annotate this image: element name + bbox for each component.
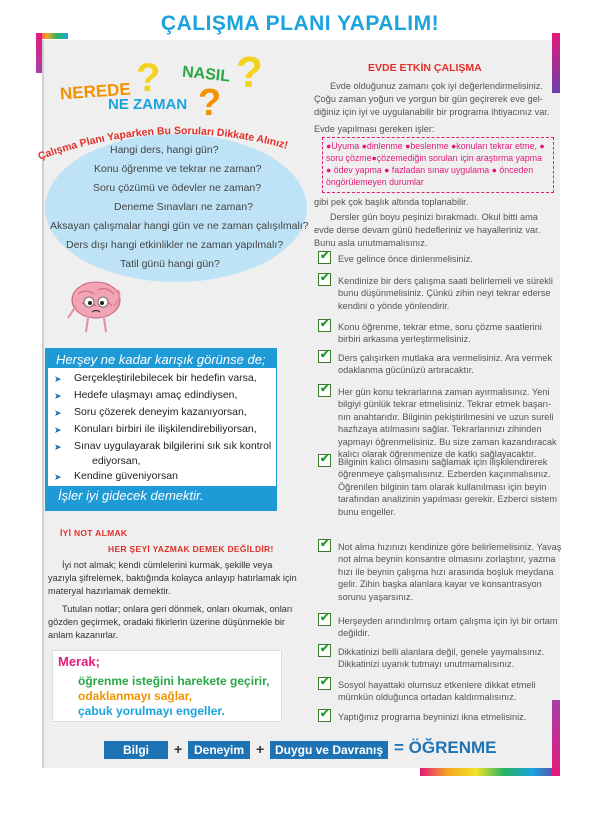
checkmark-icon: ✔	[320, 643, 330, 655]
rainbow-stripe	[552, 700, 560, 776]
checklist-line: Her gün konu tekrarlarına zaman ayırmalısınız. Yeni	[338, 387, 550, 397]
checklist-line: öğrenmeye çalışmalısınız. Ezberden kaçınmalısınız.	[338, 469, 551, 480]
list-item: ediyorsan,	[92, 455, 141, 467]
ne-zaman-word: NE ZAMAN	[108, 96, 188, 113]
checklist-line: odaklanma gücünüzü artıracaktır.	[338, 365, 474, 376]
checkbox-icon	[318, 539, 331, 552]
todo-after: gibi pek çok başlık altında toplanabilir.	[314, 197, 469, 207]
question-item: Konu öğrenme ve tekrar ne zaman?	[94, 163, 262, 175]
checklist-line: kendini o yönde yönlendirir.	[338, 300, 450, 311]
checklist-line: mümkün olduğunca ortadan kaldırmalısınız.	[338, 692, 517, 703]
checkmark-icon: ✔	[320, 538, 330, 550]
checkmark-icon: ✔	[320, 250, 330, 262]
checklist-line: Yaptığınız programa beyninizi ikna etmelisiniz.	[338, 712, 527, 722]
note-subheading: HER ŞEYİ YAZMAK DEMEK DEĞİLDİR!	[108, 544, 274, 554]
checkmark-icon: ✔	[320, 708, 330, 720]
question-item: Soru çözümü ve ödevler ne zaman?	[93, 182, 262, 194]
question-item: Tatil günü hangi gün?	[120, 258, 220, 270]
checkbox-icon	[318, 454, 331, 467]
checkbox-icon	[318, 677, 331, 690]
checklist-line: Eve gelince önce dinlenmelisiniz.	[338, 254, 473, 264]
plus-sign: +	[174, 741, 183, 757]
right-heading: EVDE ETKİN ÇALIŞMA	[368, 62, 482, 74]
checklist-line: Konu öğrenme, tekrar etme, soru çözme saatlerini	[338, 322, 542, 332]
checklist-line: gelir. Zihin başka alanlara kayar ve konsantrasyon	[338, 579, 542, 590]
motivation-title: Herşey ne kadar karışık görünse de;	[56, 352, 266, 367]
question-mark-icon: ?	[236, 48, 263, 97]
question-mark-icon: ?	[198, 82, 222, 124]
checkmark-icon: ✔	[320, 676, 330, 688]
formula-deneyim: Deneyim	[188, 741, 250, 759]
plus-sign: +	[256, 741, 265, 757]
checklist-line: değildir.	[338, 628, 370, 639]
checkmark-icon: ✔	[320, 349, 330, 361]
list-item: Gerçekleştirilebilecek bir hedefin varsa,	[74, 372, 257, 384]
checklist-line: Dikkatinizi belli alanlara değil, genele yaymalısınız.	[338, 647, 545, 657]
checklist-line: birbiri arkasına yerleştirmelisiniz.	[338, 334, 471, 345]
formula-result: = ÖĞRENME	[394, 738, 497, 757]
arrow-icon: ➤	[54, 374, 62, 384]
checklist-line: sorunu yaşarsınız.	[338, 591, 414, 602]
checklist-line: Not alma hızınızı kendinize göre belirlemelisiniz. Yavaş	[338, 542, 562, 552]
checklist-line: Öğrenilen bilginin tam olarak kullanılması için beyin	[338, 481, 547, 492]
rainbow-stripe	[552, 33, 560, 93]
checklist-line: Ders çalışırken mutlaka ara vermelisiniz. Ara vermek	[338, 353, 552, 363]
list-item: Konuları birbiri ile ilişkilendirebiliyorsan,	[74, 423, 257, 435]
checkmark-icon: ✔	[320, 272, 330, 284]
checklist-line: tarafından analizinin yapılması gerekir. Ezberci sistem	[338, 494, 558, 505]
question-item: Ders dışı hangi etkinlikler ne zaman yapılmalı?	[66, 239, 284, 251]
merak-line: öğrenme isteğini harekete geçirir,	[78, 674, 270, 688]
checklist-line: yapmayı öğrenmelisiniz. Bu size zaman kazandıracak	[338, 436, 557, 447]
list-item: Hedefe ulaşmayı amaç edindiysen,	[74, 389, 238, 401]
checklist-line: Kendinize bir ders çalışma saati belirlemeli ve sürekli	[338, 276, 553, 286]
merak-line: çabuk yorulmayı engeller.	[78, 704, 225, 718]
formula-duygu: Duygu ve Davranış	[270, 741, 388, 759]
checkmark-icon: ✔	[320, 453, 330, 465]
checkbox-icon	[318, 613, 331, 626]
checkmark-icon: ✔	[320, 318, 330, 330]
checklist-line: bunu engeller.	[338, 506, 396, 517]
question-item: Aksayan çalışmalar hangi gün ve ne zaman çalışılmalı?	[50, 220, 309, 232]
checklist-line: kalıcı olarak öğrenmenize de katkı sağlayacaktır.	[338, 449, 537, 459]
checklist-line: not alma beynin konsantre olmasını zorlaştırır, yazma	[338, 554, 556, 565]
checklist-line: hızı ile beynin çalışma hızı arasında boşluk meydana	[338, 566, 554, 577]
checklist-line: Bilginin kalıcı olmasını sağlamak için ilişkilendirerek	[338, 457, 548, 467]
checkmark-icon: ✔	[320, 612, 330, 624]
checklist-line: bilgiyi günlük tekrar etmelisiniz. Tekrar etmek başarı-	[338, 399, 552, 410]
checkbox-icon	[318, 319, 331, 332]
list-item: Kendine güveniyorsan	[74, 470, 178, 482]
cloud-arc-heading	[24, 110, 324, 170]
checklist-line: Dikkatinizi uyanık tutmayı unutmamalısınız.	[338, 659, 515, 670]
formula-bilgi: Bilgi	[104, 741, 168, 759]
rainbow-stripe	[36, 33, 42, 73]
checklist-line: hazfızaya atılmasını sağlar. Tekrarlarınızı zihinden	[338, 424, 542, 435]
merak-line: odaklanmayı sağlar,	[78, 689, 193, 703]
checkbox-icon	[318, 644, 331, 657]
nasil-word: NASIL	[181, 63, 231, 86]
checkmark-icon: ✔	[320, 383, 330, 395]
todo-label: Evde yapılması gereken işler:	[314, 124, 435, 134]
arc-text: Çalışma Planı Yaparken Bu Soruları Dikkate Alınız!	[36, 124, 290, 163]
checkbox-icon	[318, 709, 331, 722]
checkbox-icon	[318, 350, 331, 363]
checkbox-icon	[318, 273, 331, 286]
arrow-icon: ➤	[54, 472, 62, 482]
arrow-icon: ➤	[54, 425, 62, 435]
question-item: Deneme Sınavları ne zaman?	[114, 201, 253, 213]
checkbox-icon	[318, 384, 331, 397]
page-title: ÇALIŞMA PLANI YAPALIM!	[160, 12, 440, 35]
checklist-line: nın anahtarıdır. Bilginin pekiştirilmesini ve uzun sureli	[338, 411, 554, 422]
list-item: Sınav uygulayarak bilgilerini sık sık kontrol	[74, 440, 272, 452]
question-item: Hangi ders, hangi gün?	[110, 144, 219, 156]
arrow-icon: ➤	[54, 442, 62, 452]
checklist-line: bunu düşünmelisiniz. Çünkü zihin neyi tekrar ederse	[338, 288, 551, 299]
checklist-line: Herşeyden arındırılmış ortam çalışma için iyi bir ortam	[338, 616, 558, 626]
question-mark-icon: ?	[136, 56, 161, 100]
arrow-icon: ➤	[54, 408, 62, 418]
note-heading: İYİ NOT ALMAK	[60, 528, 128, 538]
checkbox-icon	[318, 251, 331, 264]
nerede-word: NEREDE	[59, 79, 132, 104]
arrow-icon: ➤	[54, 391, 62, 401]
brain-illustration	[56, 276, 136, 336]
merak-label: Merak;	[58, 654, 100, 669]
motivation-footer: İşler iyi gidecek demektir.	[58, 488, 204, 503]
checklist-line: Sosyol hayattaki olumsuz etkenlere dikkat etmeli	[338, 680, 536, 690]
rainbow-stripe	[420, 768, 560, 776]
list-item: Soru çözerek deneyim kazanıyorsan,	[74, 406, 247, 418]
